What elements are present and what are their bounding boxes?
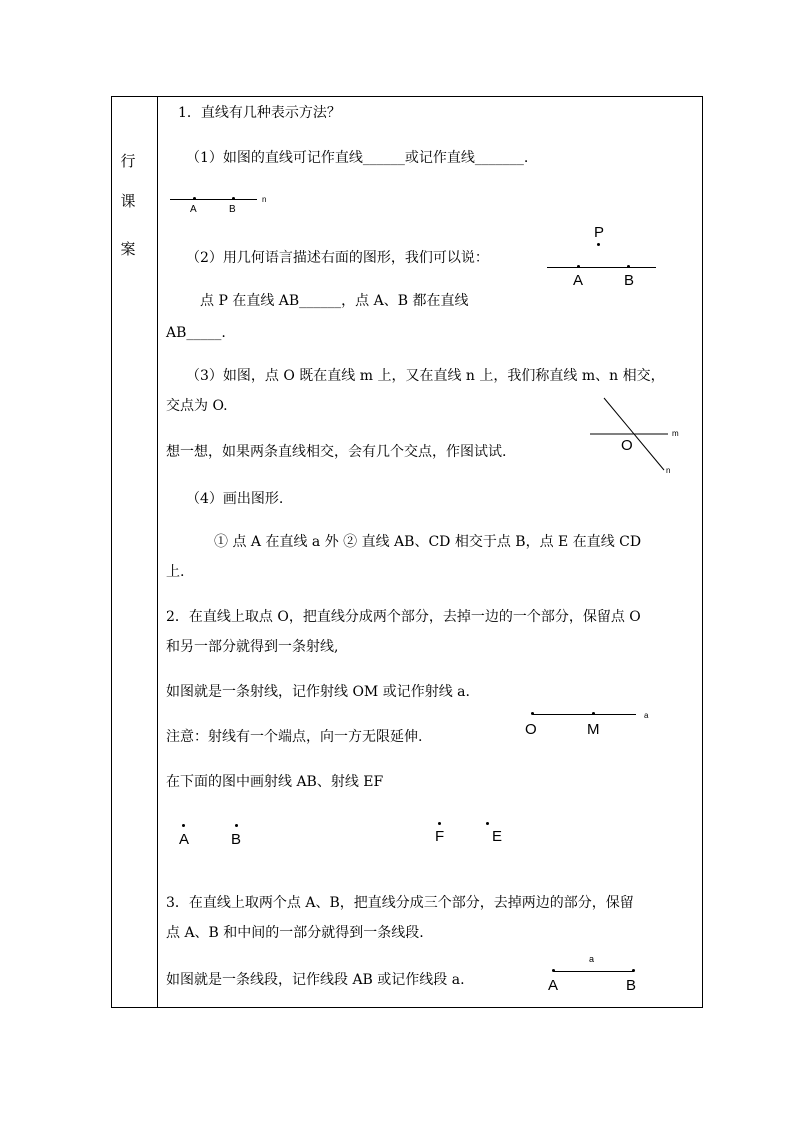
ray-label-o: O [525, 721, 537, 738]
q1-p2-line1: 点 P 在直线 AB______，点 A、B 都在直线 [200, 293, 469, 309]
q1-p3-line2: 交点为 O. [166, 398, 228, 414]
ray-label-m: M [587, 721, 600, 738]
q1-p4-line2: 上. [166, 564, 185, 580]
fig2-label-b: B [624, 272, 635, 289]
fig3-label-m: m [672, 429, 679, 438]
q1-p1: （1）如图的直线可记作直线______或记作直线_______. [186, 150, 529, 166]
q1-title: 1．直线有几种表示方法？ [178, 105, 341, 121]
point-label-b: B [231, 831, 242, 848]
side-label-char-2: 课 [120, 192, 136, 210]
segment-label-a-lower: a [589, 954, 595, 964]
q2-note: 注意：射线有一个端点，向一方无限延伸. [166, 729, 423, 745]
point-label-f: F [435, 828, 445, 845]
fig2-label-a: A [573, 272, 584, 289]
q1-p2: （2）用几何语言描述右面的图形，我们可以说： [186, 250, 489, 266]
q2-line1: 2．在直线上取点 O，把直线分成两个部分，去掉一边的一个部分，保留点 O [166, 609, 641, 625]
fig3-label-n: n [666, 466, 671, 475]
fig1-label-a: A [190, 204, 197, 215]
point-label-a: A [179, 831, 190, 848]
ray-label-a: a [644, 711, 649, 720]
fig2-label-p: P [594, 224, 605, 241]
q2-draw: 在下面的图中画射线 AB、射线 EF [166, 774, 384, 790]
q3-line3: 如图就是一条线段，记作线段 AB 或记作线段 a. [166, 972, 465, 988]
side-label-char-1: 行 [120, 152, 136, 170]
fig1-label-n: n [262, 195, 267, 204]
q3-line2: 点 A、B 和中间的一部分就得到一条线段. [166, 925, 424, 941]
segment-label-b: B [626, 977, 637, 994]
q1-p2-line2: AB_____. [166, 325, 226, 341]
q1-p3-line1: （3）如图，点 O 既在直线 m 上，又在直线 n 上，我们称直线 m、n 相交， [186, 368, 665, 384]
point-label-e: E [492, 828, 503, 845]
segment-label-a: A [548, 977, 559, 994]
q1-p3-think: 想一想，如果两条直线相交，会有几个交点，作图试试. [166, 444, 507, 460]
q3-line1: 3．在直线上取两个点 A、B，把直线分成三个部分，去掉两边的部分，保留 [166, 895, 634, 911]
fig3-label-o: O [621, 437, 633, 454]
side-label-char-3: 案 [120, 240, 136, 258]
q2-line3: 如图就是一条射线，记作射线 OM 或记作射线 a. [166, 684, 470, 700]
fig1-label-b: B [229, 204, 236, 215]
q1-p4-line1: ① 点 A 在直线 a 外 ② 直线 AB、CD 相交于点 B，点 E 在直线 CD [214, 534, 642, 550]
q2-line2: 和另一部分就得到一条射线, [166, 639, 339, 655]
q1-p4: （4）画出图形. [186, 491, 284, 507]
